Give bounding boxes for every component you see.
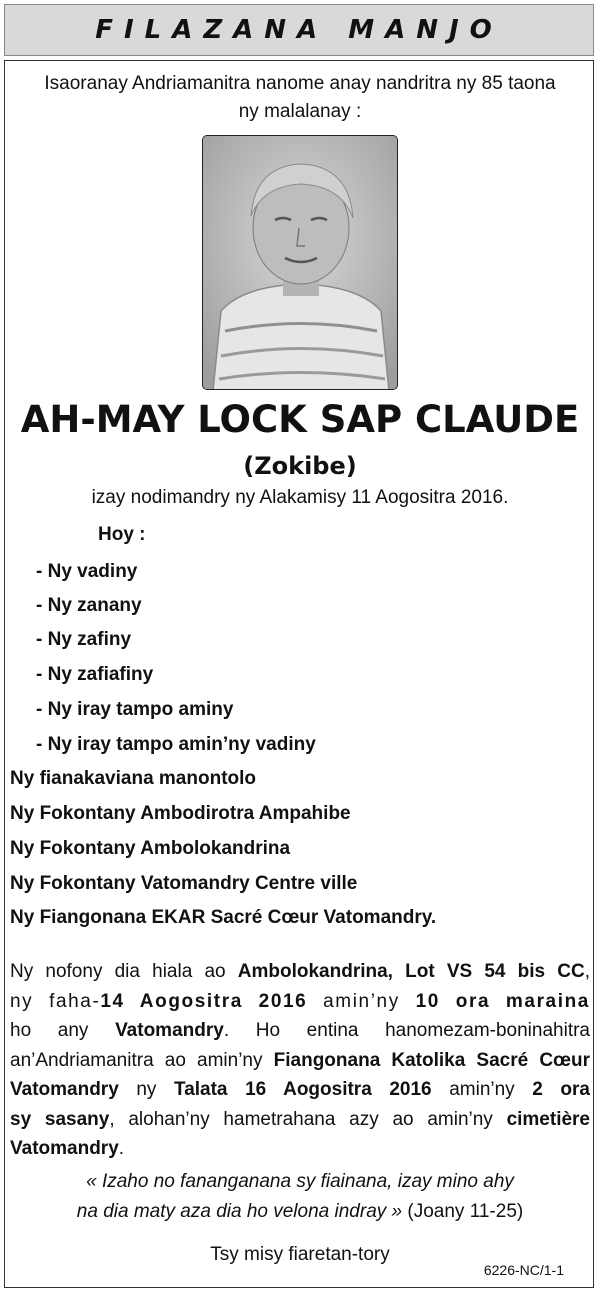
funeral-row: Ny nofony dia hiala ao Ambolokandrina, Lot VS 54 bis CC, [10,961,590,982]
family-item: - Ny iray tampo amin’ny vadiny [36,734,316,755]
group-item: Ny Fiangonana EKAR Sacré Cœur Vatomandry. [10,907,437,928]
funeral-row: Vatomandry. [10,1138,125,1159]
funeral-row: an’Andriamanitra ao amin’ny Fiangonana Katolika Sacré Cœur [10,1049,590,1071]
family-item: - Ny zanany [36,595,142,616]
funeral-paragraph [10,957,590,1164]
notice-header [4,4,594,56]
quote-line-1: « Izaho no fananganana sy fiainana, izay mino ahy [86,1171,514,1192]
funeral-row: sy sasany, alohan’ny hametrahana azy ao amin’ny cimetière [10,1108,591,1130]
quote-reference: (Joany 11-25) [402,1201,524,1222]
reference-code: 6226-NC/1-1 [483,1262,564,1278]
family-item: - Ny iray tampo aminy [36,699,234,720]
family-item: - Ny zafiny [36,629,132,650]
funeral-row: ny faha-14 Aogositra 2016 amin’ny 10 ora maraina [10,990,590,1012]
funeral-row: ho any Vatomandry. Ho entina hanomezam-boninahitra [10,1020,590,1041]
group-item: Ny Fokontany Ambodirotra Ampahibe [10,803,351,824]
intro-line-2: ny malalanay : [238,101,362,122]
intro-line-1: Isaoranay Andriamanitra nanome anay nandritra ny 85 taona [44,73,556,94]
portrait-image [203,136,398,390]
closing-text: Tsy misy fiaretan-tory [210,1244,390,1265]
group-item: Ny fianakaviana manontolo [10,768,257,789]
group-item: Ny Fokontany Vatomandry Centre ville [10,873,358,894]
deceased-name: AH-MAY LOCK SAP CLAUDE [20,398,580,441]
intro-text [12,70,588,126]
group-item: Ny Fokontany Ambolokandrina [10,838,291,859]
portrait-photo [202,135,398,390]
family-item: - Ny vadiny [36,561,138,582]
quote-line-2: na dia maty aza dia ho velona indray » (Joany 11-25) [76,1201,524,1222]
funeral-row: Vatomandry ny Talata 16 Aogositra 2016 amin’ny 2 ora [10,1079,590,1100]
death-date-line: izay nodimandry ny Alakamisy 11 Aogositra 2016. [91,487,509,508]
bible-quote [0,1167,600,1227]
deceased-nickname: (Zokibe) [243,452,357,480]
header-title: FILAZANA MANJO [95,15,503,45]
family-item: - Ny zafiafiny [36,664,154,685]
hoy-label: Hoy : [98,524,146,545]
